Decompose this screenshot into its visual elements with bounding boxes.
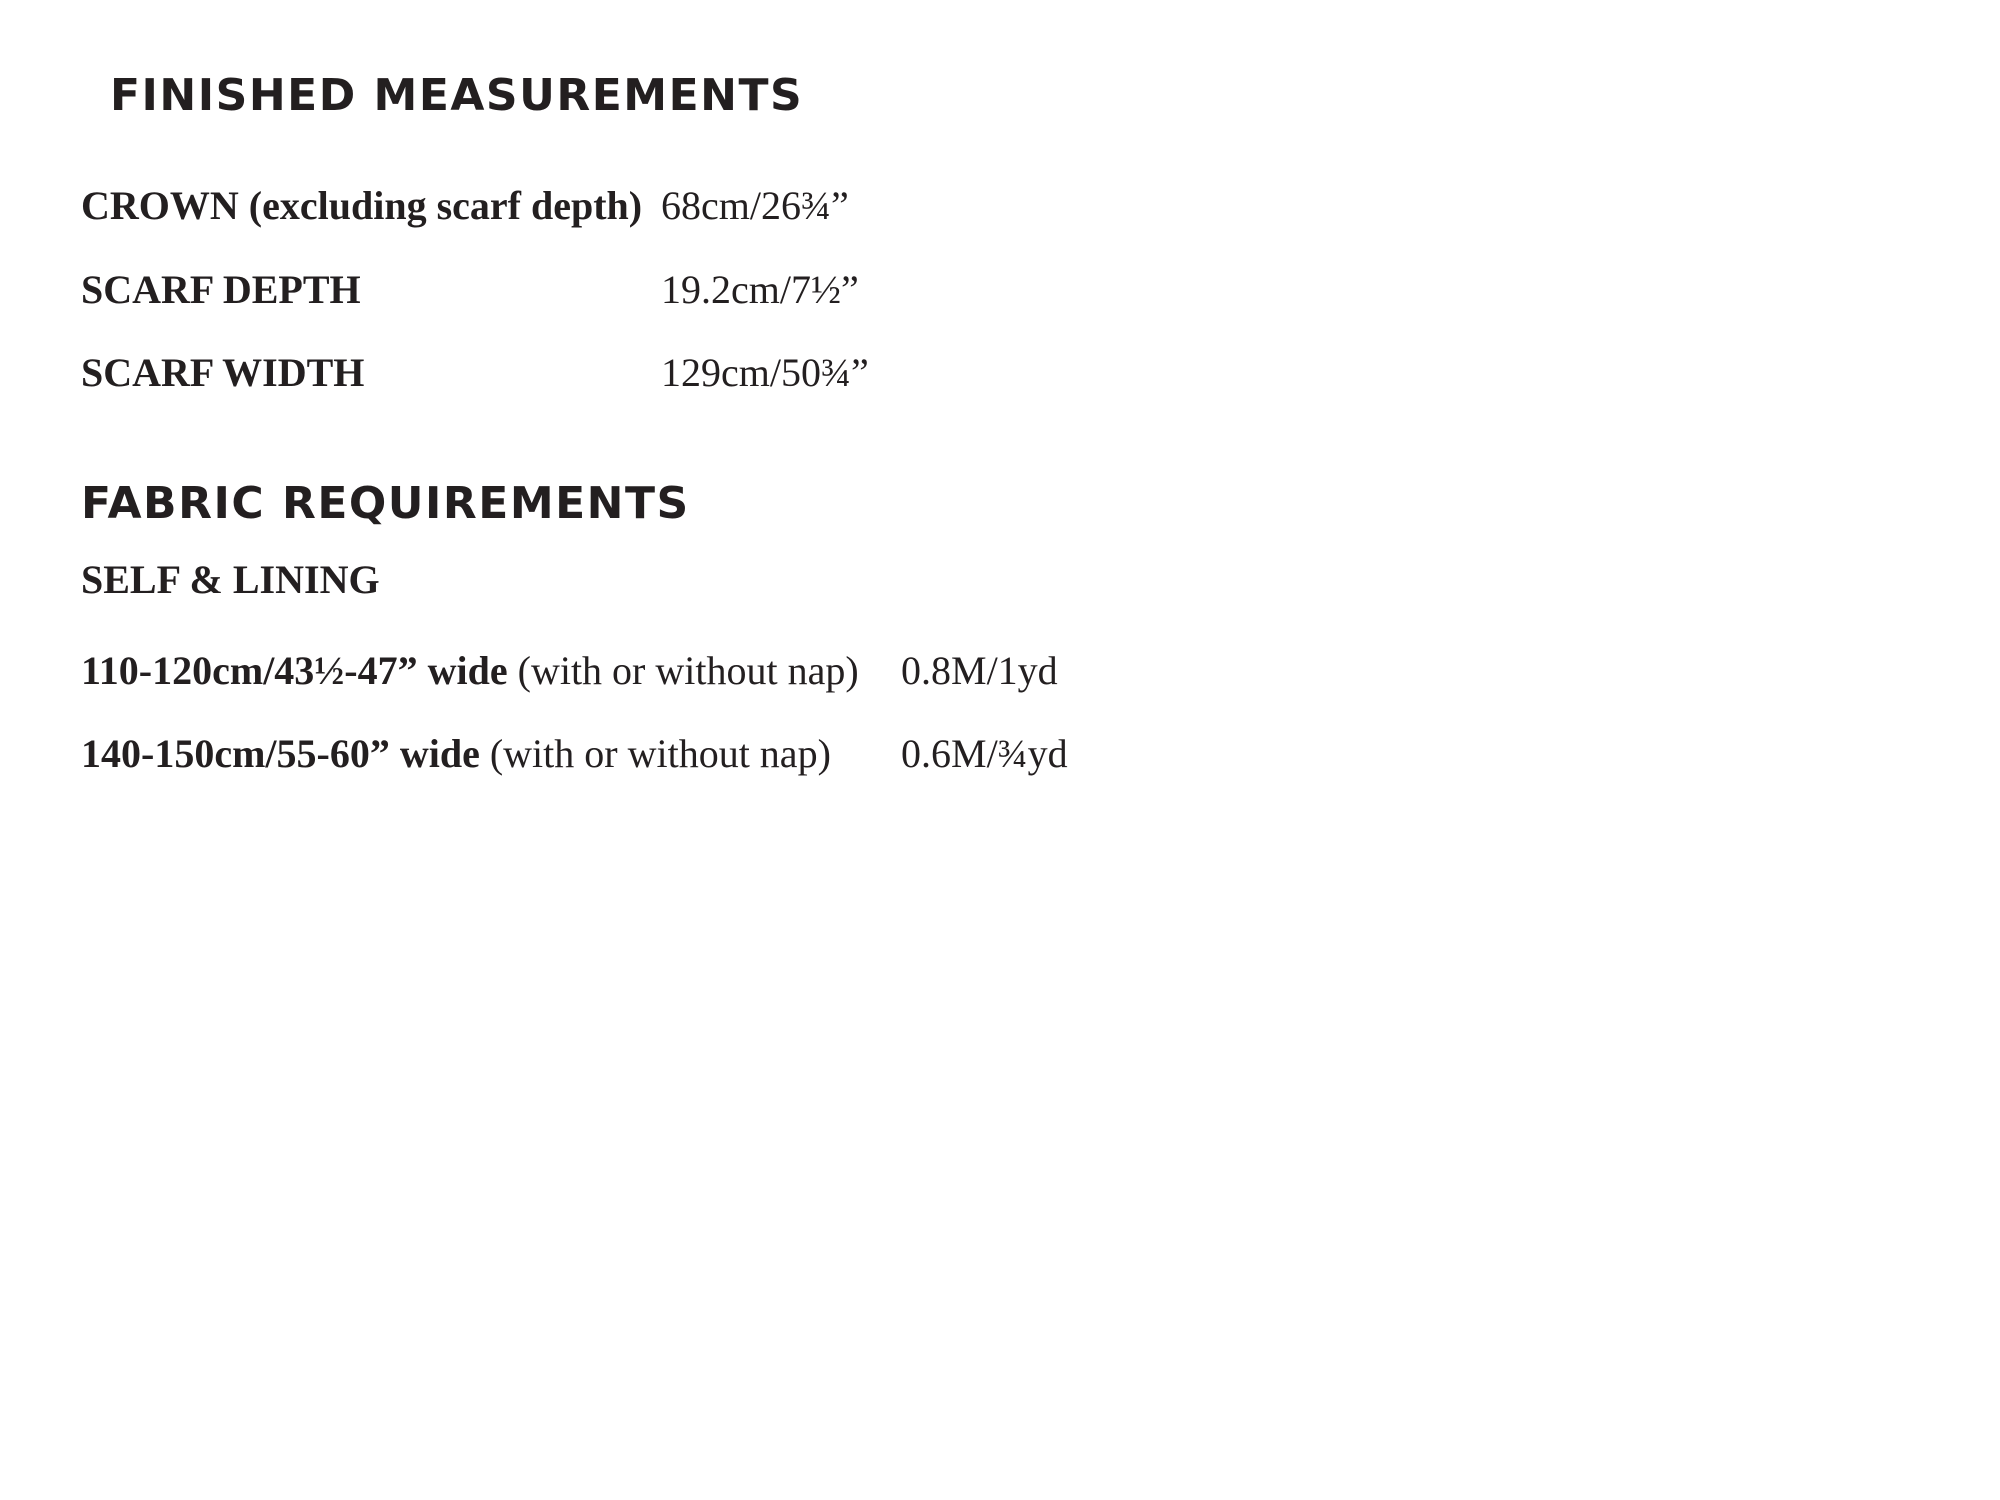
- measurement-label: CROWN (excluding scarf depth): [81, 183, 643, 228]
- measurement-label: SCARF DEPTH: [81, 267, 361, 312]
- measurement-label: SCARF WIDTH: [81, 350, 365, 395]
- measurement-value: 19.2cm/7½”: [661, 267, 859, 312]
- measurement-value: 129cm/50¾”: [661, 350, 869, 395]
- measurement-value: 68cm/26¾”: [661, 183, 849, 228]
- fabric-requirements-heading: FABRIC REQUIREMENTS: [81, 478, 690, 529]
- fabric-row: [81, 731, 1068, 776]
- nap-note: (with or without nap): [517, 648, 859, 693]
- self-and-lining-subheading: SELF & LINING: [81, 557, 380, 602]
- finished-measurements-heading: FINISHED MEASUREMENTS: [110, 70, 804, 121]
- fabric-width-label: 140-150cm/55-60” wide: [81, 731, 480, 776]
- fabric-amount: 0.6M/¾yd: [901, 731, 1068, 776]
- measurement-row-scarf-depth: [81, 267, 859, 312]
- nap-note: (with or without nap): [489, 731, 831, 776]
- measurement-row-scarf-width: [81, 350, 869, 395]
- fabric-row: [81, 648, 1058, 693]
- measurement-row-crown: [81, 183, 849, 228]
- fabric-width-label: 110-120cm/43½-47” wide: [81, 648, 508, 693]
- fabric-amount: 0.8M/1yd: [901, 648, 1058, 693]
